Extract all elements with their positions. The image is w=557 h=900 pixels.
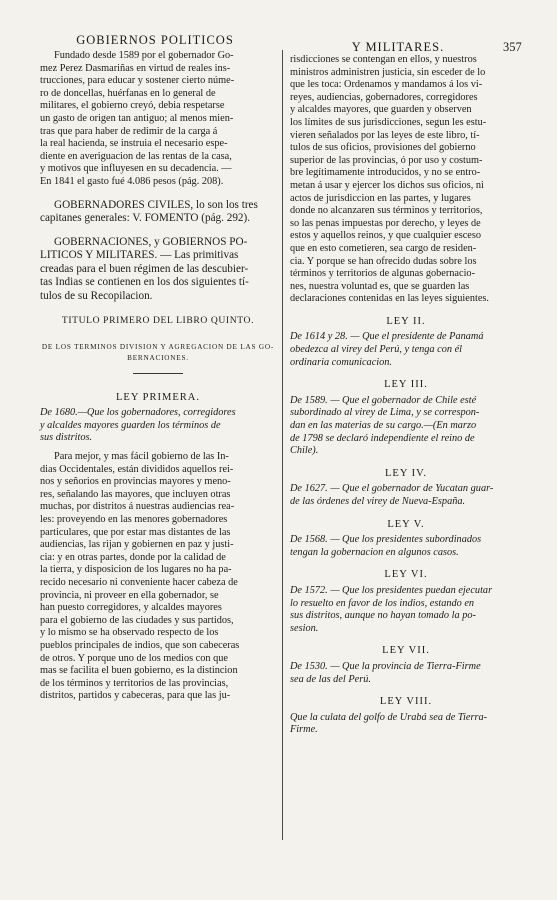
text-line: términos y territorios de algunas gobernacio- [290,268,476,280]
text-line: sus distritos. [40,432,93,444]
text-line: audiencias, las rijan y gobiernen en paz y justi- [40,539,234,551]
text-line: trucciones, para educar y sostener cierto núme- [40,75,235,87]
text-line: pueblos principales de indios, que son cabeceras [40,639,240,651]
text-line: han puesto corregidores, y alcaldes mayores [40,602,222,614]
text-line: dias Occidentales, están divididos aquellos rei- [40,463,234,475]
text-line: que en esto cometieren, sea cargo de residen- [290,242,477,254]
short-rule [133,373,183,374]
text-line: LITICOS Y MILITARES. — Las primitivas [40,249,239,262]
text-line: res, señalando las mayores, que incluyen otras [40,488,231,500]
text-line: estos y aquellos reinos, y que cualquier esceso [290,230,482,242]
text-line: y alcaldes mayores, que guarden y observen [290,104,472,116]
text-line: particulares, que por estar mas distantes de las [40,526,231,538]
text-line: De 1530. — Que la provincia de Tierra-Firme [290,660,481,672]
text-line: militares, el gobierno creyó, debia respetarse [40,100,225,112]
ley-heading: LEY II. [386,315,426,327]
text-line: recido necesario ni conveniente hacer cabeza de [40,576,238,588]
text-line: capitanes generales: V. FOMENTO (pág. 292). [40,212,251,225]
ley-heading: LEY III. [384,379,428,391]
text-line: En 1841 el gasto fué 4.086 pesos (pág. 208). [40,175,224,187]
text-line: DE LOS TERMINOS DIVISION Y AGREGACION DE LAS GO- [41,342,275,351]
titulo-heading: TITULO PRIMERO DEL LIBRO QUINTO. [61,315,255,327]
text-line: De 1572. — Que los presidentes puedan ejecutar [290,584,493,596]
text-line: de los términos y territorios de las provincias, [40,677,229,689]
text-line: dan en las materias de su cargo.—(En marzo [290,420,477,432]
text-line: declaraciones contenidas en las leyes siguientes. [290,293,489,305]
ley-heading: LEY VII. [382,645,430,657]
text-line: diente en averiguacion de las rentas de la casa, [40,150,232,162]
text-line: BERNACIONES. [127,353,189,362]
text-line: muchas, por distritos á nuestras audiencias rea- [40,501,235,513]
text-line: sea de las del Perú. [290,673,371,685]
gobernaciones-entry [40,236,276,304]
text-line: De 1680.—Que los gobernadores, corregidores [40,407,236,419]
text-line: creadas para el buen régimen de las descubier- [40,262,249,275]
text-line: donde no alcanzaren sus términos y territorios, [290,205,483,217]
text-line: sus distritos, aunque no hayan tomado la po- [290,610,476,622]
text-line: vieren señalados por las leyes de este libro, tí- [290,129,480,141]
ley-summary [290,395,522,458]
text-line: De 1568. — Que los presidentes subordinados [290,534,482,546]
text-line: la real hacienda, se instruia el necesario espe- [40,138,228,150]
text-line: Fundado desde 1589 por el gobernador Go- [54,50,234,61]
text-line: De 1614 y 28. — Que el presidente de Panamá [290,331,484,343]
ley-summary [290,534,522,559]
text-line: cia: y en otras partes, donde por la calidad de [40,551,226,563]
ley-heading: LEY V. [387,518,425,530]
text-line: sesion. [290,622,319,634]
gobernadores-civiles-entry [40,199,276,226]
text-line: cia. Y porque se han ofrecido dudas sobre los [290,255,477,267]
text-line: Para mejor, y mas fácil gobierno de las In- [54,451,229,462]
text-line: ordinaria comunicacion. [290,356,393,368]
text-line: les: proveyendo en las menores gobernadores [40,513,228,525]
ley-summary [290,483,522,508]
left-column [40,50,276,703]
text-line: bre legítimamente introducidos, y no se entro- [290,167,481,179]
titulo-subheading [40,342,276,364]
text-line: Firme. [290,724,318,736]
ley-heading: LEY VI. [384,569,428,581]
ley-primera-body-continued [290,54,522,306]
text-line: mas se facilita el buen gobierno, es la distincion [40,665,238,677]
running-header-left: GOBIERNOS POLITICOS [76,33,234,47]
ley-summary [290,585,522,635]
text-line: Chile). [290,445,319,457]
text-line: y motivos que influyesen en su decadencia. — [40,163,232,175]
text-line: los límites de sus jurisdicciones, segun les estu- [290,116,487,128]
ley-heading: LEY VIII. [379,696,433,708]
text-line: la tierra, y disposicion de los lugares no ha pa- [40,564,232,576]
text-line: tulos de su Recopilacion. [40,289,153,302]
text-line: obedezca al virey del Perú, y tenga con él [290,344,463,356]
text-line: tras que para haber de redimir de la carga á [40,125,218,137]
text-line: tas Indias se contienen en los dos siguientes tí- [40,276,249,289]
text-line: superior de las provincias, ó por uso y costum- [290,154,483,166]
text-line: de las órdenes del virey de Nueva-España. [290,496,466,507]
text-line: tulos de sus oficios, provisiones del gobierno [290,142,476,154]
text-line: tengan la gobernacion en algunos casos. [290,546,459,558]
text-line: y lo mismo se ha observado respecto de los [40,627,219,639]
text-line: De 1589. — Que el gobernador de Chile esté [290,394,477,406]
ley-primera-summary [40,407,276,445]
column-divider [282,50,283,840]
ley-primera-body [40,451,276,703]
text-line: ministros administren justicia, sin esceder de lo [290,66,486,78]
text-line: mez Perez Dasmariñas en virtud de reales ins- [40,62,231,74]
ley-summary [290,661,522,686]
text-line: reyes, audiencias, gobernadores, corregidores [290,91,478,103]
text-line: de 1798 se declaró independiente el reino de [290,432,475,444]
text-line: actos de jurisdiccion en las partes, y lugares [290,192,471,204]
page-number: 357 [503,40,522,54]
ley-summary [290,712,522,737]
ley-primera-heading: LEY PRIMERA. [116,391,200,403]
ley-summary [290,331,522,369]
text-line: que les toca: Ordenamos y mandamos á los vi- [290,79,483,91]
text-line: De 1627. — Que el gobernador de Yucatan guar- [290,483,494,495]
text-line: subordinado al virey de Lima, y se correspon- [290,407,480,419]
text-line: metan á usar y ejercer los dichos sus oficios, ni [290,179,484,191]
text-line: provincia, ni proveer en ella gobernador, se [40,589,219,601]
text-line: y alcaldes mayores guarden los términos de [40,419,221,431]
text-line: risdicciones se contengan en ellos, y nuestros [290,54,477,65]
text-line: Que la culata del golfo de Urabá sea de Tierra- [290,711,488,723]
text-line: nes, nuestra voluntad es, que se guarden las [290,280,470,292]
text-line: de otros. Y porque uno de los medios con que [40,652,228,664]
text-line: GOBERNACIONES, y GOBIERNOS PO- [54,235,248,248]
text-line: lo resuelto en favor de los indios, estando en [290,597,475,609]
intro-paragraph [40,50,276,189]
text-line: para el gobierno de las ciudades y sus partidos, [40,614,234,626]
right-column [290,54,522,737]
ley-heading: LEY IV. [385,467,427,479]
text-line: distritos, partidos y cabeceras, para que las ju- [40,690,231,702]
running-header-right: Y MILITARES. [351,40,445,54]
text-line: GOBERNADORES CIVILES, lo son los tres [54,198,258,211]
text-line: ro de doncellas, huérfanas en lo general de [40,87,216,99]
text-line: so las penas impuestas por derecho, y leyes de [290,217,481,229]
text-line: un gasto de origen tan antiguo; al menos mien- [40,112,234,124]
text-line: nos y señorios en provincias mayores y meno- [40,476,231,488]
